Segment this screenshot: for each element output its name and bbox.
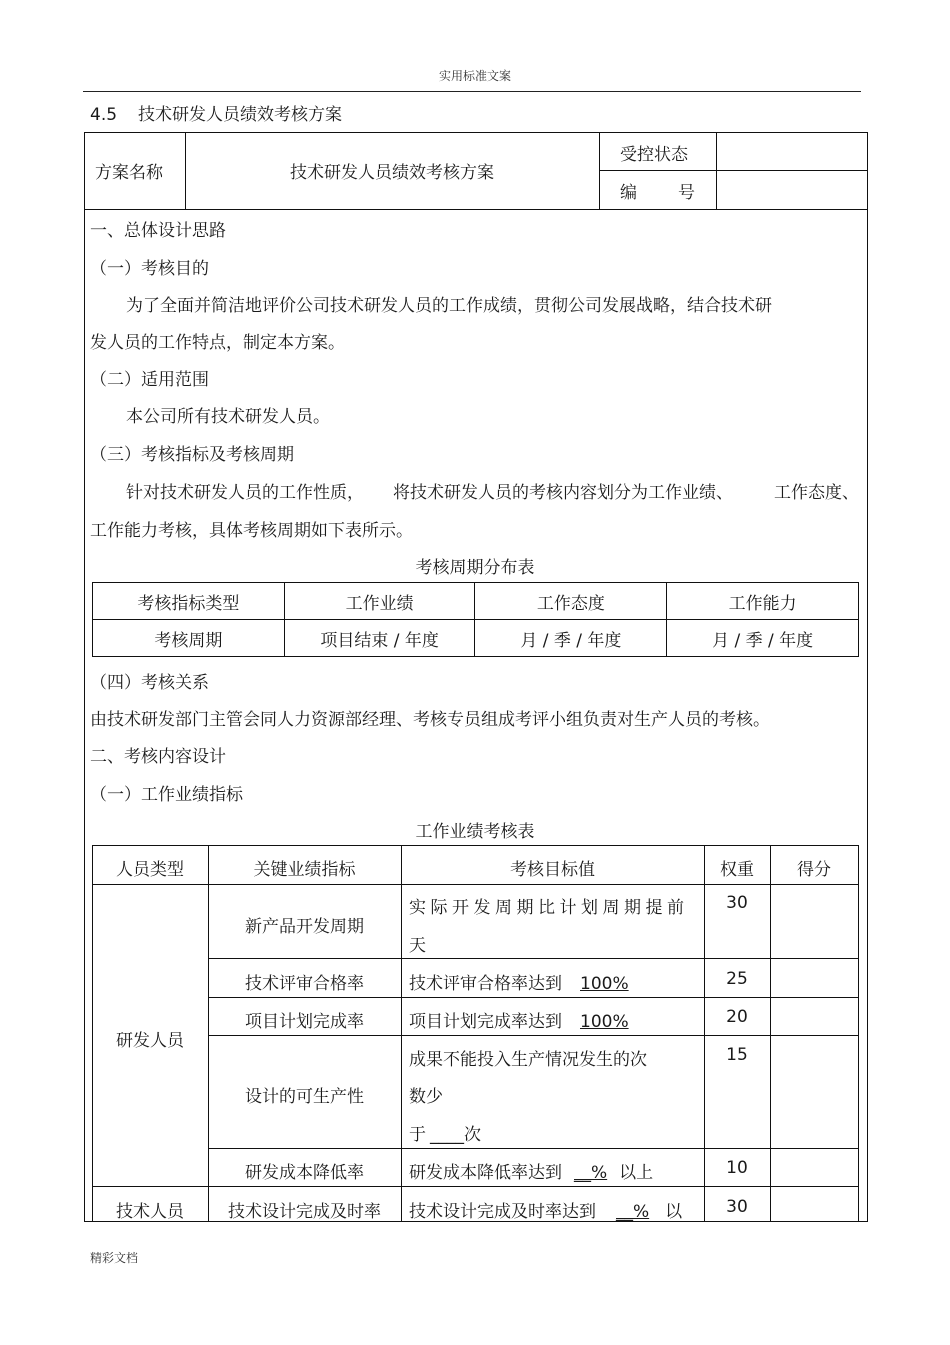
staff-type-tech: 技术人员	[116, 1202, 184, 1222]
target-value: 技术评审合格率达到 100%	[409, 974, 629, 994]
period-table	[92, 582, 859, 657]
target-value: 于 ____次	[409, 1125, 481, 1145]
heading-design-overview: 一、总体设计思路	[90, 221, 226, 241]
purpose-paragraph-line2: 发人员的工作特点，制定本方案。	[90, 333, 345, 353]
indicators-paragraph-line2: 工作能力考核，具体考核周期如下表所示。	[90, 521, 413, 541]
serial-label-a: 编	[620, 183, 637, 203]
perf-table-line	[208, 1035, 859, 1036]
weight-value: 20	[726, 1007, 748, 1027]
heading-content-design: 二、考核内容设计	[90, 747, 226, 767]
period-table-header: 工作业绩	[284, 583, 475, 620]
heading-relationship: （四）考核关系	[90, 673, 209, 693]
scheme-name-value: 技术研发人员绩效考核方案	[290, 163, 494, 183]
perf-table-line	[208, 958, 859, 959]
indicators-paragraph-line1b: 将技术研发人员的考核内容划分为工作业绩、	[393, 483, 733, 503]
period-table-header: 工作态度	[475, 583, 667, 620]
page-footer: 精彩文档	[90, 1251, 139, 1265]
weight-value: 25	[726, 969, 748, 989]
period-table-cell: 项目结束 / 年度	[284, 620, 475, 657]
perf-table-line	[770, 845, 771, 1222]
period-table-header: 考核指标类型	[93, 583, 285, 620]
target-value: 实际开发周期比计划周期提前	[409, 898, 689, 918]
header-divider	[83, 91, 861, 92]
kpi-label: 研发成本降低率	[245, 1163, 364, 1183]
target-value: 数少	[409, 1087, 443, 1107]
relationship-paragraph: 由技术研发部门主管会同人力资源部经理、考核专员组成考评小组负责对生产人员的考核。	[90, 710, 770, 730]
period-table-cell: 月 / 季 / 年度	[667, 620, 859, 657]
heading-indicators-period: （三）考核指标及考核周期	[90, 445, 294, 465]
target-value: 成果不能投入生产情况发生的次	[409, 1050, 647, 1070]
page-header: 实用标准文案	[438, 69, 511, 83]
indicators-paragraph-line1c: 工作态度、	[774, 483, 859, 503]
staff-type-rd: 研发人员	[116, 1031, 184, 1051]
scope-paragraph: 本公司所有技术研发人员。	[126, 407, 330, 427]
period-table-header: 工作能力	[667, 583, 859, 620]
target-value: 技术设计完成及时率达到 __% 以	[409, 1202, 683, 1222]
perf-table-header: 得分	[797, 860, 831, 880]
target-value: 研发成本降低率达到 __% 以上	[409, 1163, 654, 1183]
kpi-label: 设计的可生产性	[245, 1087, 364, 1107]
perf-table-line	[208, 997, 859, 998]
perf-table-line	[401, 845, 402, 1222]
period-table-cell: 考核周期	[93, 620, 285, 657]
heading-scope: （二）适用范围	[90, 370, 209, 390]
target-value: 天	[409, 936, 426, 956]
weight-value: 30	[726, 893, 748, 913]
info-divider	[599, 170, 867, 171]
perf-table-line	[208, 1148, 859, 1149]
section-title-text: 技术研发人员绩效考核方案	[138, 105, 342, 125]
section-number: 4.5	[90, 105, 118, 125]
indicators-paragraph-line1a: 针对技术研发人员的工作性质，	[126, 483, 364, 503]
section-title	[90, 100, 342, 125]
kpi-label: 技术设计完成及时率	[228, 1202, 381, 1222]
perf-table-line	[858, 845, 859, 1222]
period-table-cell: 月 / 季 / 年度	[475, 620, 667, 657]
info-divider	[85, 209, 867, 210]
perf-table-header: 人员类型	[116, 860, 184, 880]
weight-value: 15	[726, 1045, 748, 1065]
heading-purpose: （一）考核目的	[90, 259, 209, 279]
info-divider	[716, 133, 717, 209]
perf-table-caption: 工作业绩考核表	[415, 822, 535, 842]
control-status-label: 受控状态	[620, 145, 688, 165]
heading-performance-indicators: （一）工作业绩指标	[90, 785, 243, 805]
kpi-label: 新产品开发周期	[245, 917, 364, 937]
weight-value: 10	[726, 1158, 748, 1178]
serial-label-b: 号	[678, 183, 695, 203]
kpi-label: 技术评审合格率	[245, 974, 364, 994]
kpi-label: 项目计划完成率	[245, 1012, 364, 1032]
perf-table-header: 权重	[720, 860, 754, 880]
period-table-caption: 考核周期分布表	[415, 558, 535, 578]
info-divider	[599, 133, 600, 209]
perf-table-header: 考核目标值	[510, 860, 595, 880]
weight-value: 30	[726, 1197, 748, 1217]
purpose-paragraph-line1: 为了全面并简洁地评价公司技术研发人员的工作成绩，贯彻公司发展战略，结合技术研	[126, 296, 772, 316]
perf-table-header: 关键业绩指标	[253, 860, 356, 880]
target-value: 项目计划完成率达到 100%	[409, 1012, 629, 1032]
scheme-name-label: 方案名称	[95, 163, 163, 183]
